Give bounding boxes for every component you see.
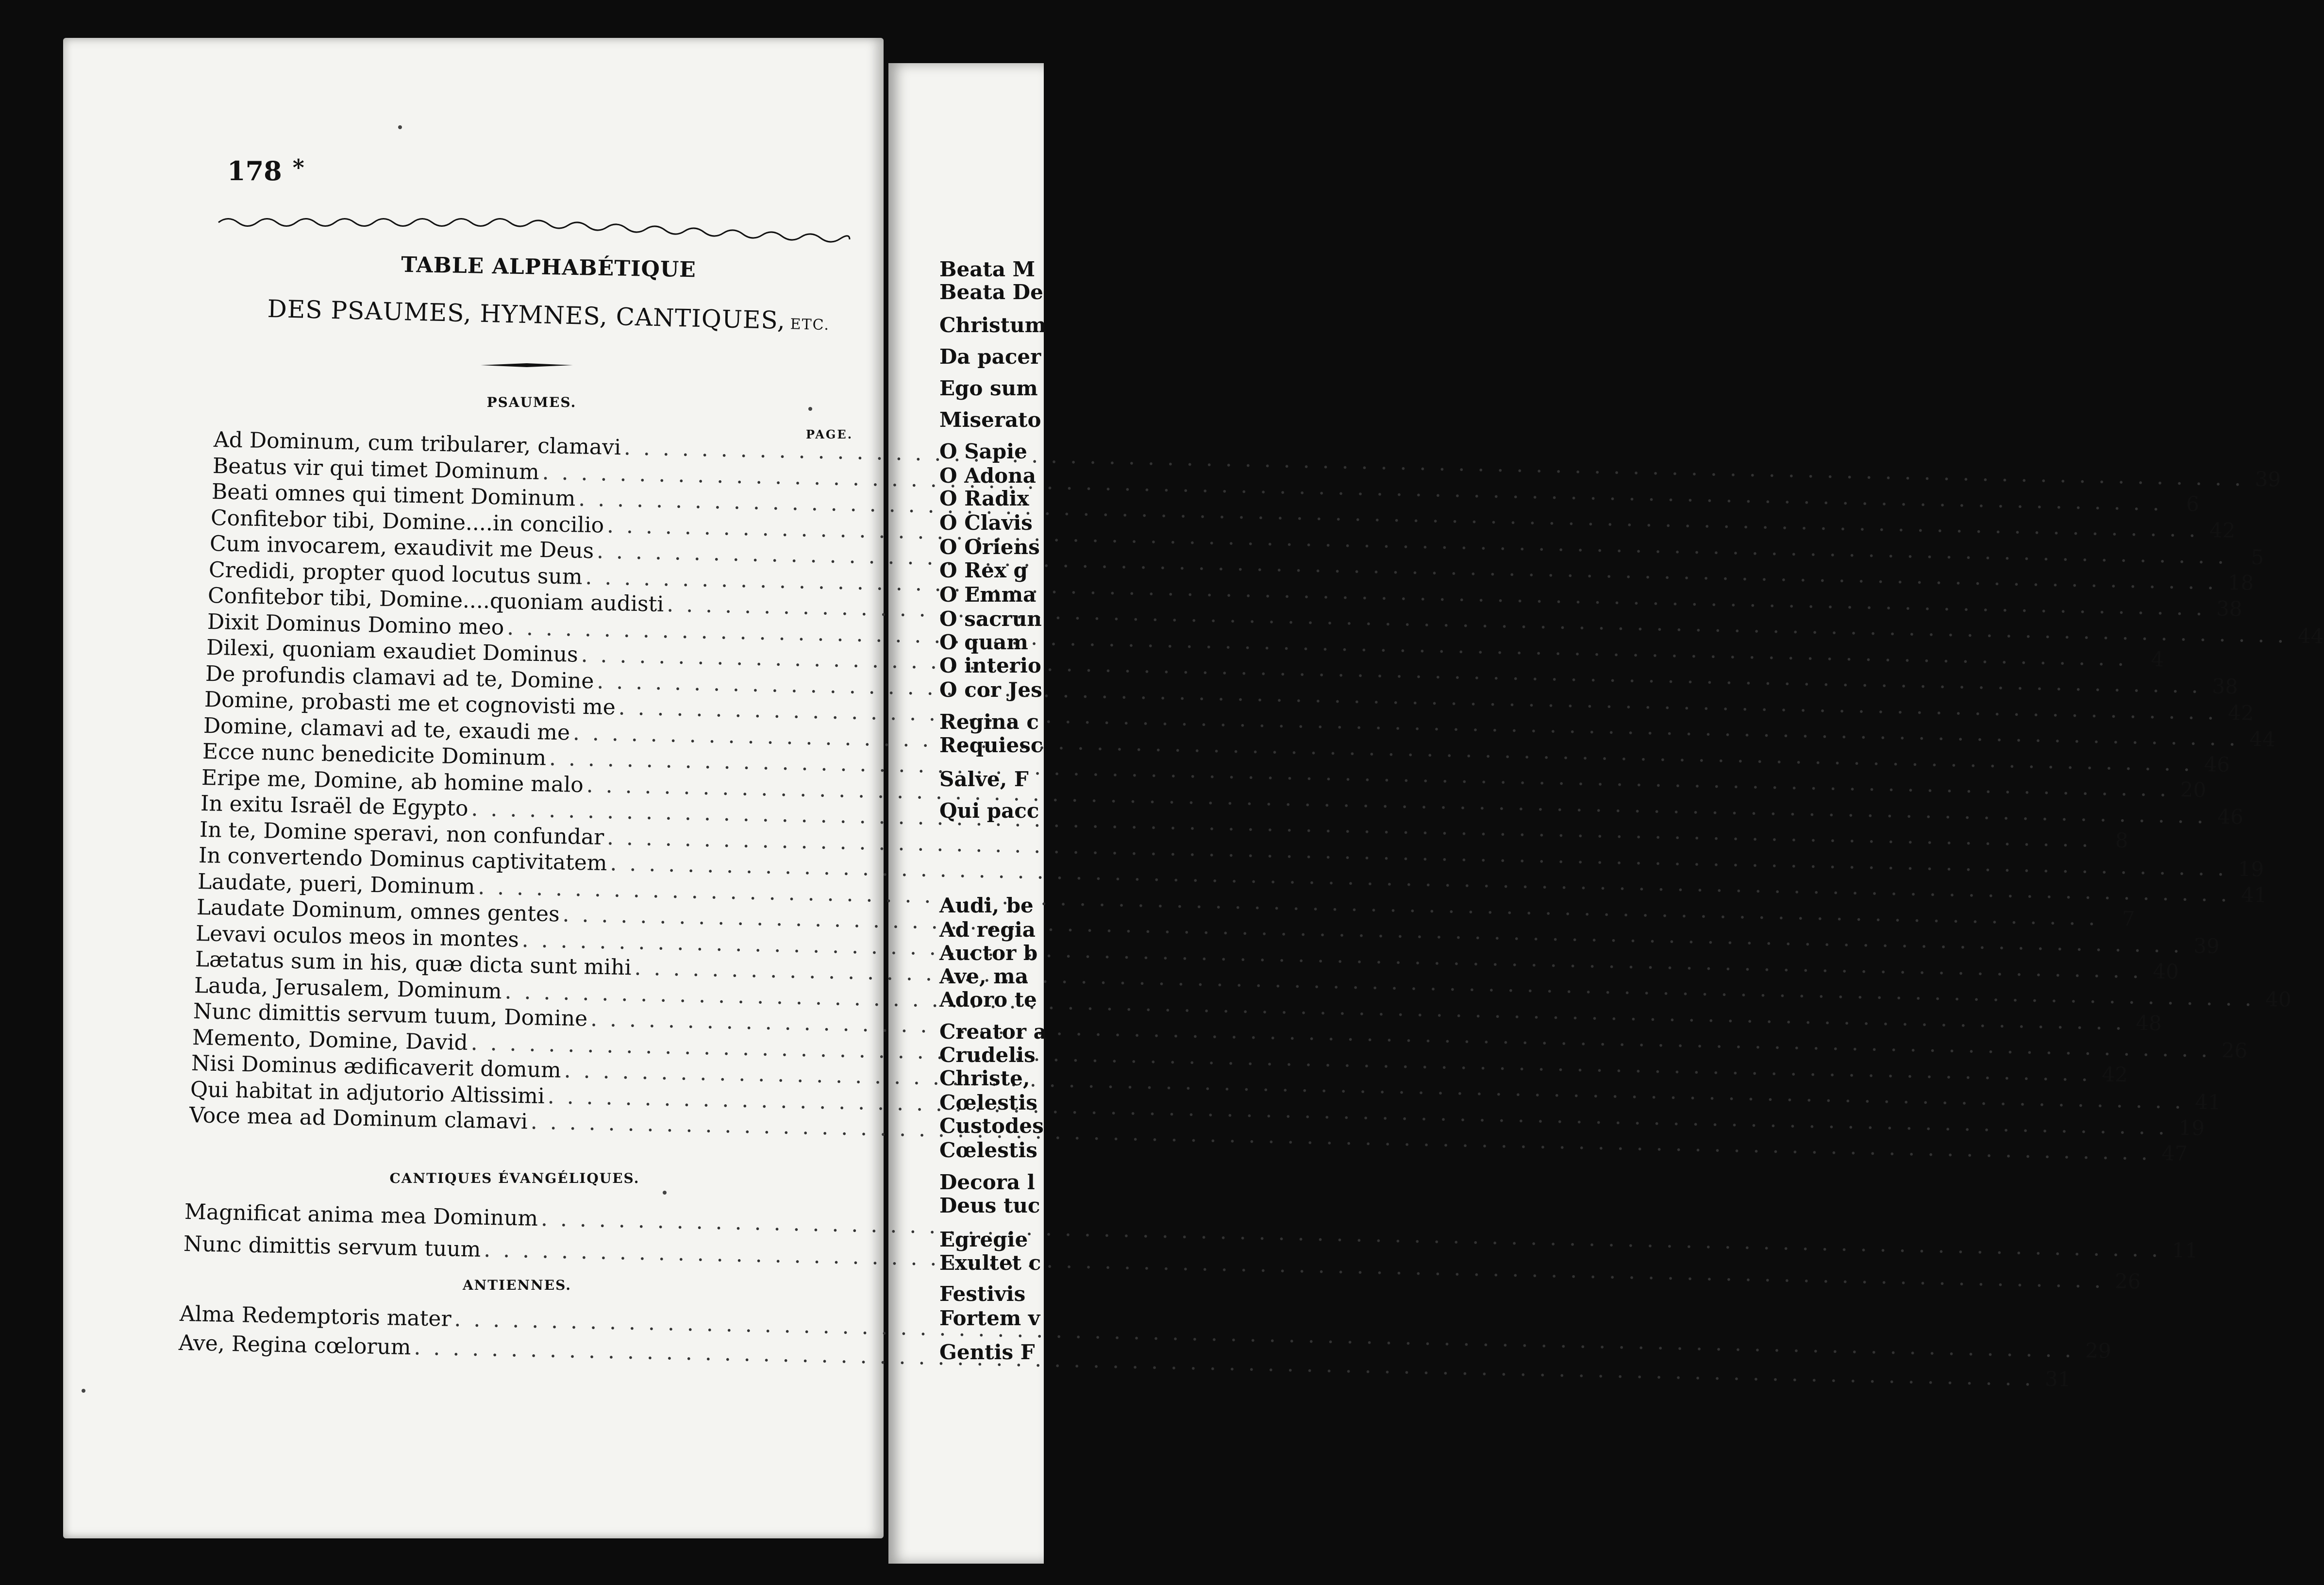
facing-page-line: Ave, ma xyxy=(939,964,1028,988)
entry-page-number: 47 xyxy=(2161,1141,2188,1166)
facing-page-line: Da pacer xyxy=(939,345,1041,369)
entry-title: Cum invocarem, exaudivit me Deus xyxy=(209,531,594,564)
facing-page-line: Decora l xyxy=(939,1170,1035,1194)
entry-title: Qui habitat in adjutorio Altissimi xyxy=(190,1077,545,1109)
page-number-value: 178 xyxy=(227,155,282,186)
facing-page-line: Crudelis xyxy=(939,1043,1036,1067)
entry-title: Levavi oculos meos in montes xyxy=(195,921,519,952)
entry-title: Beatus vir qui timet Dominum xyxy=(212,453,540,485)
entry-page-number: 19 xyxy=(2178,1115,2205,1140)
entry-title: In convertendo Dominus captivitatem xyxy=(198,843,608,876)
facing-page-line: Exultet c xyxy=(939,1251,1041,1275)
entry-page-number: 7 xyxy=(2122,906,2136,931)
entry-title: Nunc dimittis servum tuum, Domine xyxy=(193,999,588,1031)
facing-page-line: O Radix xyxy=(939,487,1029,510)
facing-page-line: Festivis xyxy=(939,1282,1026,1306)
facing-page-line: Custodes xyxy=(939,1114,1044,1138)
paper-speck xyxy=(82,1389,85,1393)
page-column-label: PAGE. xyxy=(806,427,853,441)
entry-title: Beati omnes qui timent Dominum xyxy=(211,479,576,511)
entry-page-number: 40 xyxy=(2265,987,2291,1012)
entry-title: Confitebor tibi, Domine....in concilio xyxy=(210,505,604,538)
entry-title: Confitebor tibi, Domine....quoniam audisti xyxy=(207,583,665,617)
entry-page-number: 6 xyxy=(2186,491,2200,516)
facing-page-line: O sacrun xyxy=(939,607,1042,631)
entry-page-number: 5 xyxy=(2251,545,2264,569)
paper-speck xyxy=(398,125,402,129)
entry-page-number: 42 xyxy=(2209,518,2236,543)
entry-page-number: 31 xyxy=(2044,1366,2072,1391)
paper-speck xyxy=(663,1191,667,1195)
entry-page-number: 26 xyxy=(2114,1269,2141,1294)
facing-page-line: Cœlestis xyxy=(939,1091,1037,1114)
entry-title: Ecce nunc benedicite Dominum xyxy=(202,739,547,771)
entry-page-number: 46 xyxy=(2204,752,2230,776)
entry-page-number: 19 xyxy=(2238,857,2264,881)
entry-title: In te, Domine speravi, non confundar xyxy=(199,817,604,850)
entry-page-number: 42 xyxy=(2227,700,2254,725)
facing-page-line: Cœlestis xyxy=(939,1138,1037,1162)
entry-page-number: 8 xyxy=(2115,828,2129,853)
section-heading-antiennes: ANTIENNES. xyxy=(462,1277,572,1293)
table-title: TABLE ALPHABÉTIQUE xyxy=(401,252,697,283)
facing-page-line: Audi, be xyxy=(939,894,1034,917)
facing-page-line: Beata De xyxy=(939,280,1043,304)
entry-page-number: 46 xyxy=(2217,804,2244,829)
entry-title: Dixit Dominus Domino meo xyxy=(207,609,504,640)
facing-page-line: Miserato xyxy=(939,408,1041,432)
facing-page-line: O Clavis xyxy=(939,511,1033,535)
facing-page-line: Fortem v xyxy=(939,1306,1040,1330)
facing-page-line: O Sapie xyxy=(939,439,1027,463)
entry-page-number: 11 xyxy=(2172,1238,2198,1263)
facing-page-line: Creator a xyxy=(939,1020,1047,1044)
facing-page-line: Qui pacc xyxy=(939,799,1039,823)
subtitle-etc: ETC. xyxy=(790,316,830,334)
entry-page-number: 29 xyxy=(2085,1338,2112,1363)
entry-title: Memento, Domine, David xyxy=(192,1025,468,1055)
entry-title: Alma Redemptoris mater xyxy=(179,1301,451,1332)
entry-title: Magnificat anima mea Dominum xyxy=(184,1199,538,1231)
entry-title: Laudate, pueri, Dominum xyxy=(197,869,476,899)
entry-page-number: 20 xyxy=(2180,777,2207,802)
entry-title: Lætatus sum in his, quæ dicta sunt mihi xyxy=(195,947,632,980)
entry-title: De profundis clamavi ad te, Domine xyxy=(205,661,594,693)
entry-title: Eripe me, Domine, ab homine malo xyxy=(201,765,584,797)
facing-page-line: Requiesc xyxy=(939,733,1043,757)
facing-page-line: O Emma xyxy=(939,583,1037,607)
facing-page-line: O quam xyxy=(939,630,1028,654)
entry-title: Ad Dominum, cum tribularer, clamavi xyxy=(213,427,621,460)
entry-title: Dilexi, quoniam exaudiet Dominus xyxy=(206,635,578,667)
facing-page-line: Beata M xyxy=(939,257,1036,281)
entry-title: Voce mea ad Dominum clamavi xyxy=(189,1103,528,1134)
facing-page-line: O Oriens xyxy=(939,535,1040,559)
facing-page-line: Auctor b xyxy=(939,941,1038,965)
entry-page-number: 38 xyxy=(2211,674,2238,699)
entry-page-number: 39 xyxy=(2255,467,2281,491)
entry-title: Domine, clamavi ad te, exaudi me xyxy=(203,713,570,745)
facing-page-line: Adoro te xyxy=(939,988,1037,1012)
entry-page-number: 4 xyxy=(2150,647,2164,671)
facing-page-line: Salve, F xyxy=(939,767,1029,791)
entry-page-number: 40 xyxy=(2153,959,2179,983)
entry-page-number: 44 xyxy=(2249,726,2276,751)
facing-page-line: Ad regia xyxy=(939,918,1036,942)
facing-page-line: O Rex g xyxy=(939,558,1028,582)
facing-page-line: O cor Jes xyxy=(939,678,1042,702)
entry-title: Nunc dimittis servum tuum xyxy=(183,1231,481,1262)
entry-title: Domine, probasti me et cognovisti me xyxy=(204,687,616,720)
entry-title: Laudate Dominum, omnes gentes xyxy=(196,895,560,927)
facing-page-line: O Adona xyxy=(939,464,1036,488)
entry-page-number: 44 xyxy=(2298,624,2324,648)
facing-page-line: Deus tuc xyxy=(939,1194,1040,1217)
section-heading-psaumes: PSAUMES. xyxy=(486,394,577,410)
facing-page-line: Ego sum xyxy=(939,376,1038,400)
entry-page-number: 41 xyxy=(2240,882,2268,907)
entry-title: In exitu Israël de Egypto xyxy=(200,791,469,821)
paper-speck xyxy=(808,407,812,411)
facing-page-line: Gentis F xyxy=(939,1340,1035,1364)
facing-page-line: Christe, xyxy=(939,1066,1030,1090)
entry-title: Lauda, Jerusalem, Dominum xyxy=(194,973,502,1004)
entry-page-number: 48 xyxy=(2135,1011,2162,1035)
entry-title: Credidi, propter quod locutus sum xyxy=(208,557,583,590)
entry-page-number: 26 xyxy=(2221,1038,2248,1063)
entry-page-number: 42 xyxy=(2101,1062,2128,1087)
entry-page-number: 39 xyxy=(2193,933,2220,959)
facing-page-line: Egregie xyxy=(939,1228,1028,1251)
facing-page-line: O interio xyxy=(939,654,1041,677)
section-heading-cantiques: CANTIQUES ÉVANGÉLIQUES. xyxy=(389,1170,640,1186)
entry-page-number: 38 xyxy=(2216,596,2243,621)
entry-title: Ave, Regina cœlorum xyxy=(178,1331,412,1360)
entry-page-number: 18 xyxy=(2227,570,2255,595)
entry-page-number: 41 xyxy=(2194,1090,2222,1114)
page-marker: * xyxy=(292,154,304,181)
facing-page-line: Regina c xyxy=(939,710,1039,734)
entry-title: Nisi Dominus ædificaverit domum xyxy=(191,1051,562,1083)
facing-page-line: Christum xyxy=(939,313,1047,337)
subtitle-text: DES PSAUMES, HYMNES, CANTIQUES, xyxy=(267,294,786,335)
